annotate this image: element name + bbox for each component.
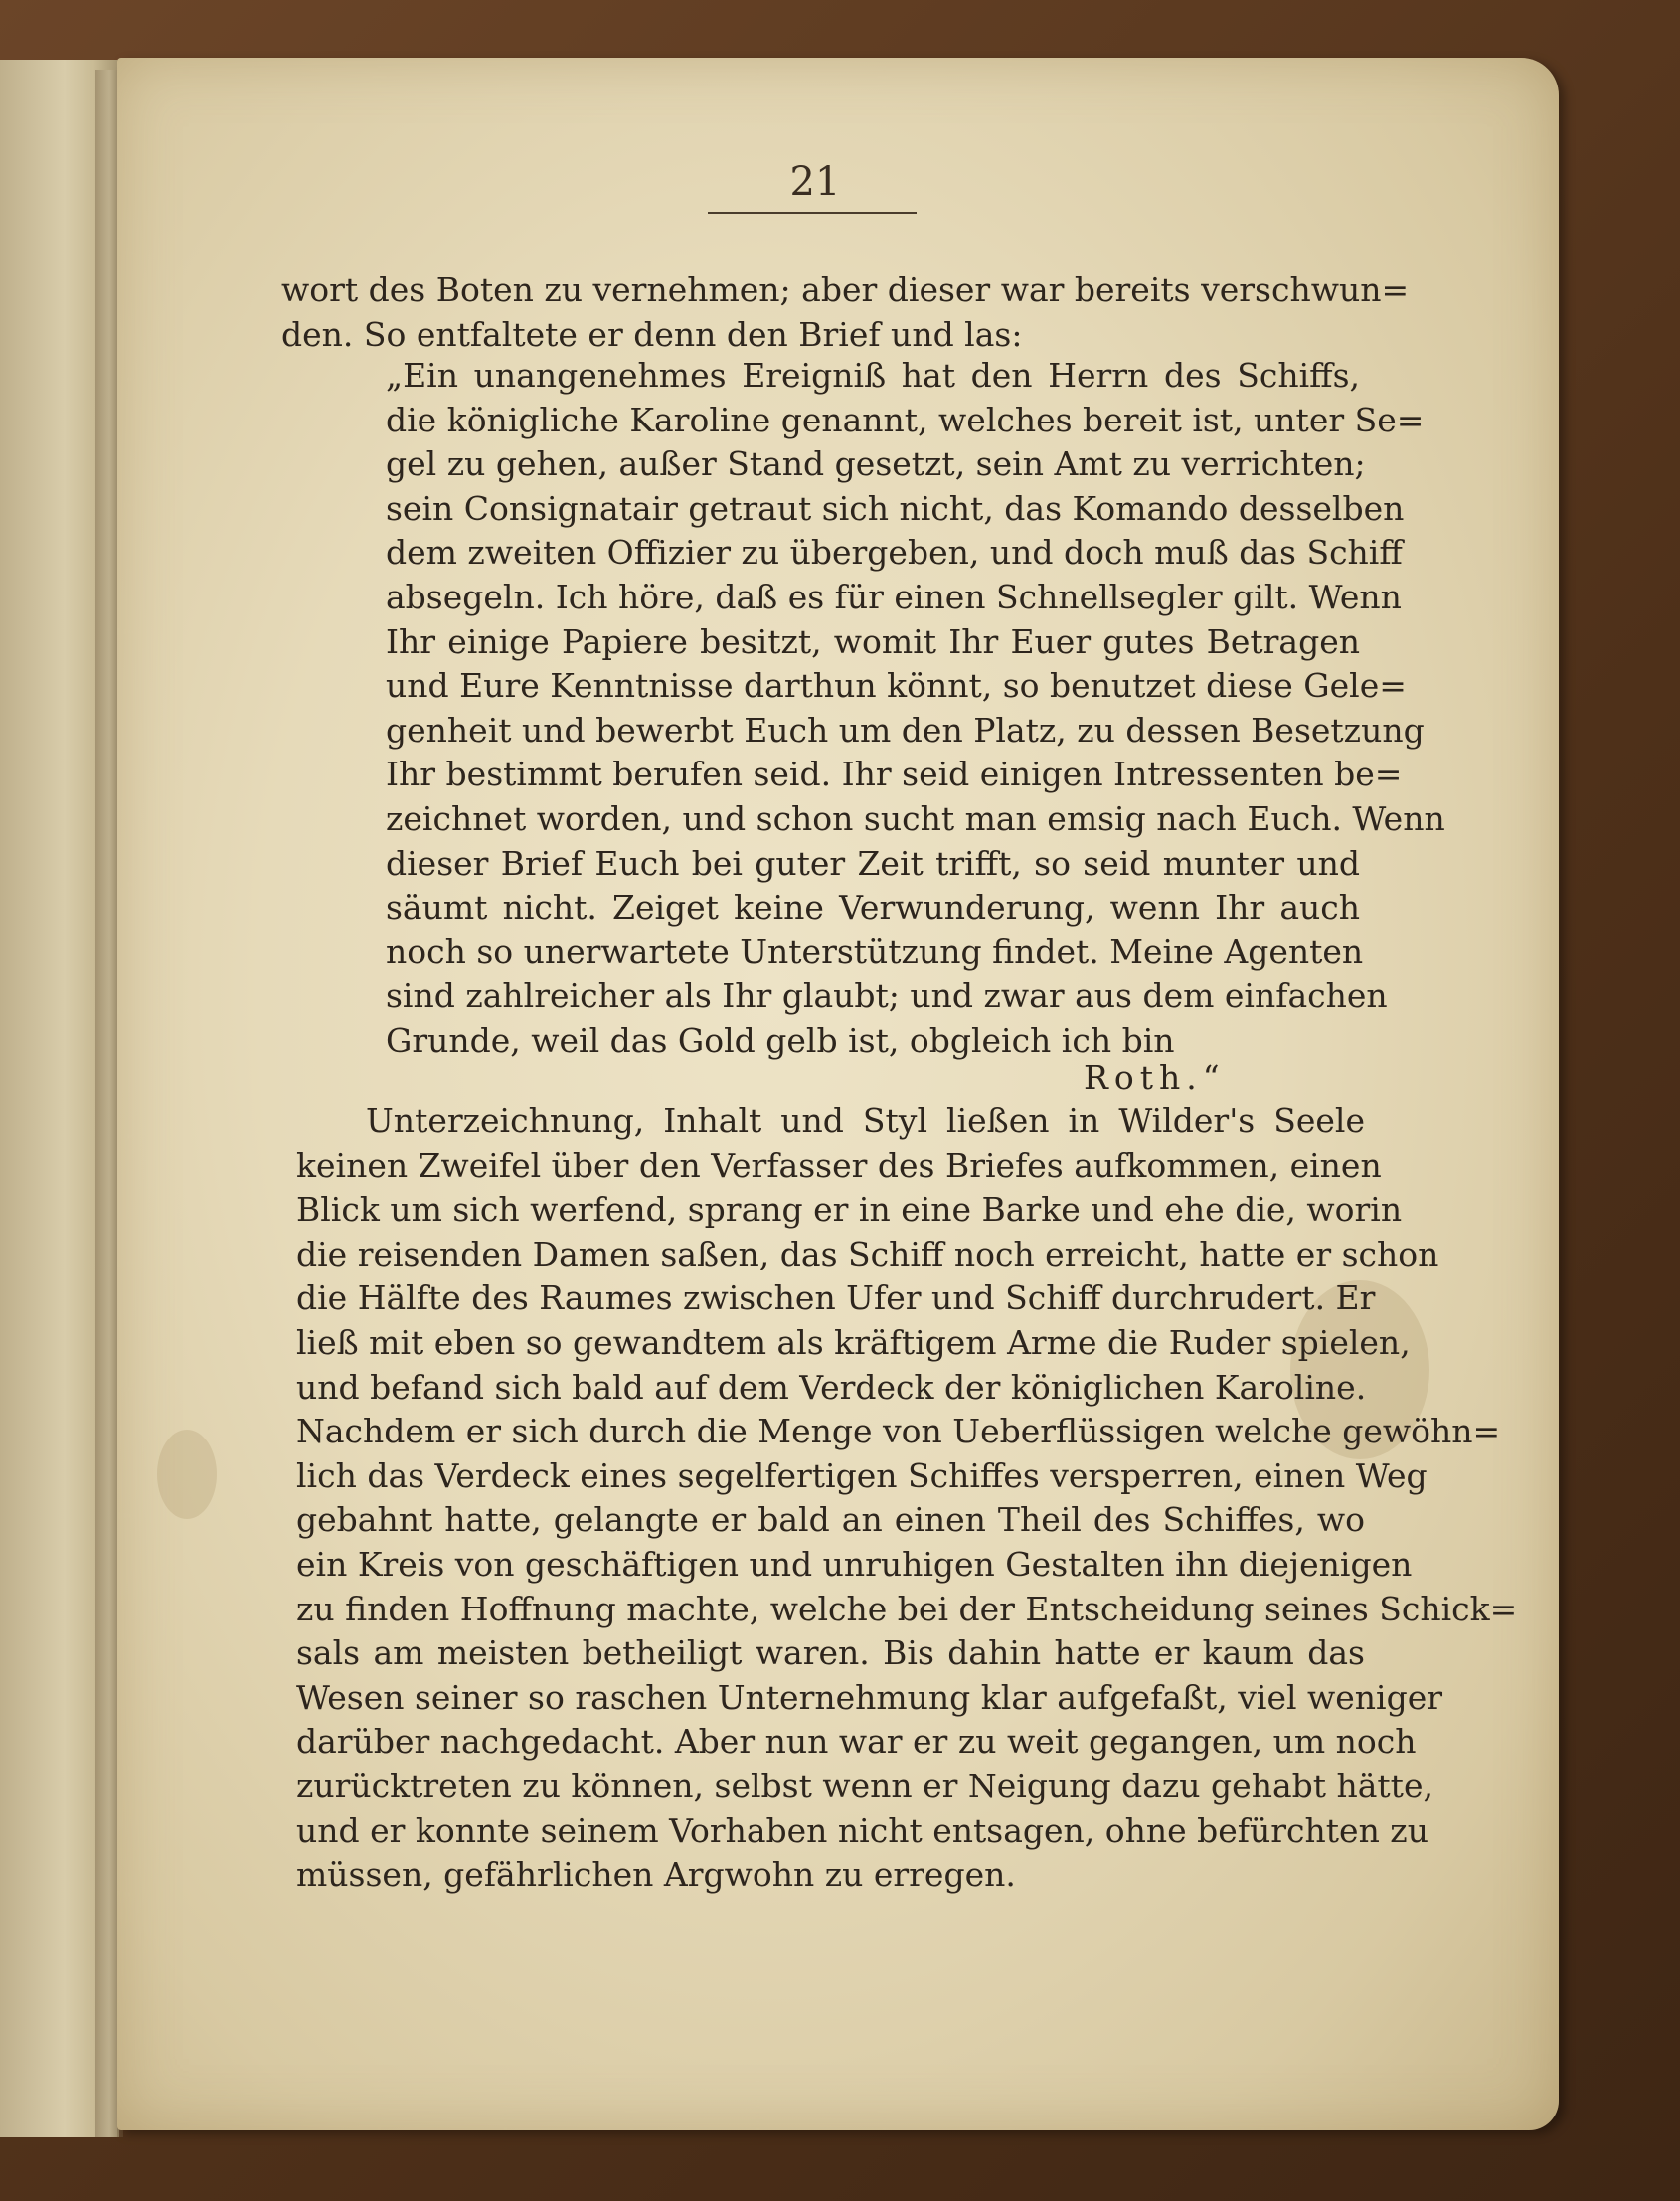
letter-line: sein Consignatair getraut sich nicht, das Komando desselben: [386, 488, 1405, 528]
text-line: ein Kreis von geschäftigen und unruhigen Gestalten ihn diejenigen: [296, 1544, 1413, 1584]
text-line: müssen, gefährlichen Argwohn zu erregen.: [296, 1855, 1016, 1895]
page-number: 21: [789, 159, 841, 205]
letter-line: Ihr einige Papiere besitzt, womit Ihr Euer gutes Betragen: [386, 621, 1360, 661]
text-line: zurücktreten zu können, selbst wenn er Neigung dazu gehabt hätte,: [296, 1766, 1433, 1805]
text-line: lich das Verdeck eines segelfertigen Schiffes versperren, einen Weg: [296, 1455, 1428, 1495]
letter-line: genheit und bewerbt Euch um den Platz, zu dessen Besetzung: [386, 710, 1425, 750]
letter-line: und Eure Kenntnisse darthun könnt, so benutzet diese Gele=: [386, 666, 1407, 706]
text-line: Nachdem er sich durch die Menge von Ueberflüssigen welche gewöhn=: [296, 1412, 1501, 1451]
text-line: gebahnt hatte, gelangte er bald an einen Theil des Schiffes, wo: [296, 1500, 1365, 1540]
text-line: den. So entfaltete er denn den Brief und las:: [281, 314, 1023, 354]
text-line: die Hälfte des Raumes zwischen Ufer und Schiff durchrudert. Er: [296, 1278, 1376, 1318]
text-line: die reisenden Damen saßen, das Schiff noch erreicht, hatte er schon: [296, 1234, 1439, 1273]
letter-line: säumt nicht. Zeiget keine Verwunderung, wenn Ihr auch: [386, 888, 1360, 928]
letter-line: gel zu gehen, außer Stand gesetzt, sein Amt zu verrichten;: [386, 444, 1366, 484]
letter-line: dieser Brief Euch bei guter Zeit trifft, so seid munter und: [386, 843, 1360, 883]
opening-paragraph: [281, 268, 1410, 357]
text-line: ließ mit eben so gewandtem als kräftigem Arme die Ruder spielen,: [296, 1322, 1411, 1362]
letter-line: noch so unerwartete Unterstützung findet. Meine Agenten: [386, 931, 1364, 971]
text-line: sals am meisten betheiligt waren. Bis dahin hatte er kaum das: [296, 1633, 1365, 1673]
header-rule: [708, 212, 917, 214]
letter-signature: Roth.“: [1084, 1058, 1226, 1097]
text-line: zu finden Hoffnung machte, welche bei der Entscheidung seines Schick=: [296, 1589, 1518, 1628]
letter-line: dem zweiten Offizier zu übergeben, und doch muß das Schiff: [386, 533, 1403, 573]
letter-line: die königliche Karoline genannt, welches bereit ist, unter Se=: [386, 400, 1425, 439]
letter-line: absegeln. Ich höre, daß es für einen Schnellsegler gilt. Wenn: [386, 577, 1402, 616]
letter-line: zeichnet worden, und schon sucht man emsig nach Euch. Wenn: [386, 798, 1445, 838]
letter-line: Ihr bestimmt berufen seid. Ihr seid einigen Intressenten be=: [386, 755, 1403, 794]
text-line: darüber nachgedacht. Aber nun war er zu weit gegangen, um noch: [296, 1722, 1417, 1762]
letter-line: „Ein unangenehmes Ereigniß hat den Herrn des Schiffs,: [386, 356, 1360, 395]
letter-line: Grunde, weil das Gold gelb ist, obgleich ich bin: [386, 1020, 1175, 1060]
closing-paragraph: [296, 1100, 1518, 1898]
text-line: Blick um sich werfend, sprang er in eine Barke und ehe die, worin: [296, 1190, 1403, 1230]
text-line: Unterzeichnung, Inhalt und Styl ließen in Wilder's Seele: [366, 1101, 1365, 1140]
text-line: Wesen seiner so raschen Unternehmung klar aufgefaßt, viel weniger: [296, 1677, 1443, 1717]
paper-stain: [157, 1430, 217, 1519]
letter-line: sind zahlreicher als Ihr glaubt; und zwar aus dem einfachen: [386, 976, 1388, 1016]
text-line: und befand sich bald auf dem Verdeck der königlichen Karoline.: [296, 1367, 1367, 1407]
text-line: keinen Zweifel über den Verfasser des Briefes aufkommen, einen: [296, 1145, 1382, 1185]
text-line: und er konnte seinem Vorhaben nicht entsagen, ohne befürchten zu: [296, 1810, 1428, 1850]
text-line: wort des Boten zu vernehmen; aber dieser war bereits verschwun=: [281, 270, 1410, 309]
quoted-letter: [386, 354, 1445, 1064]
